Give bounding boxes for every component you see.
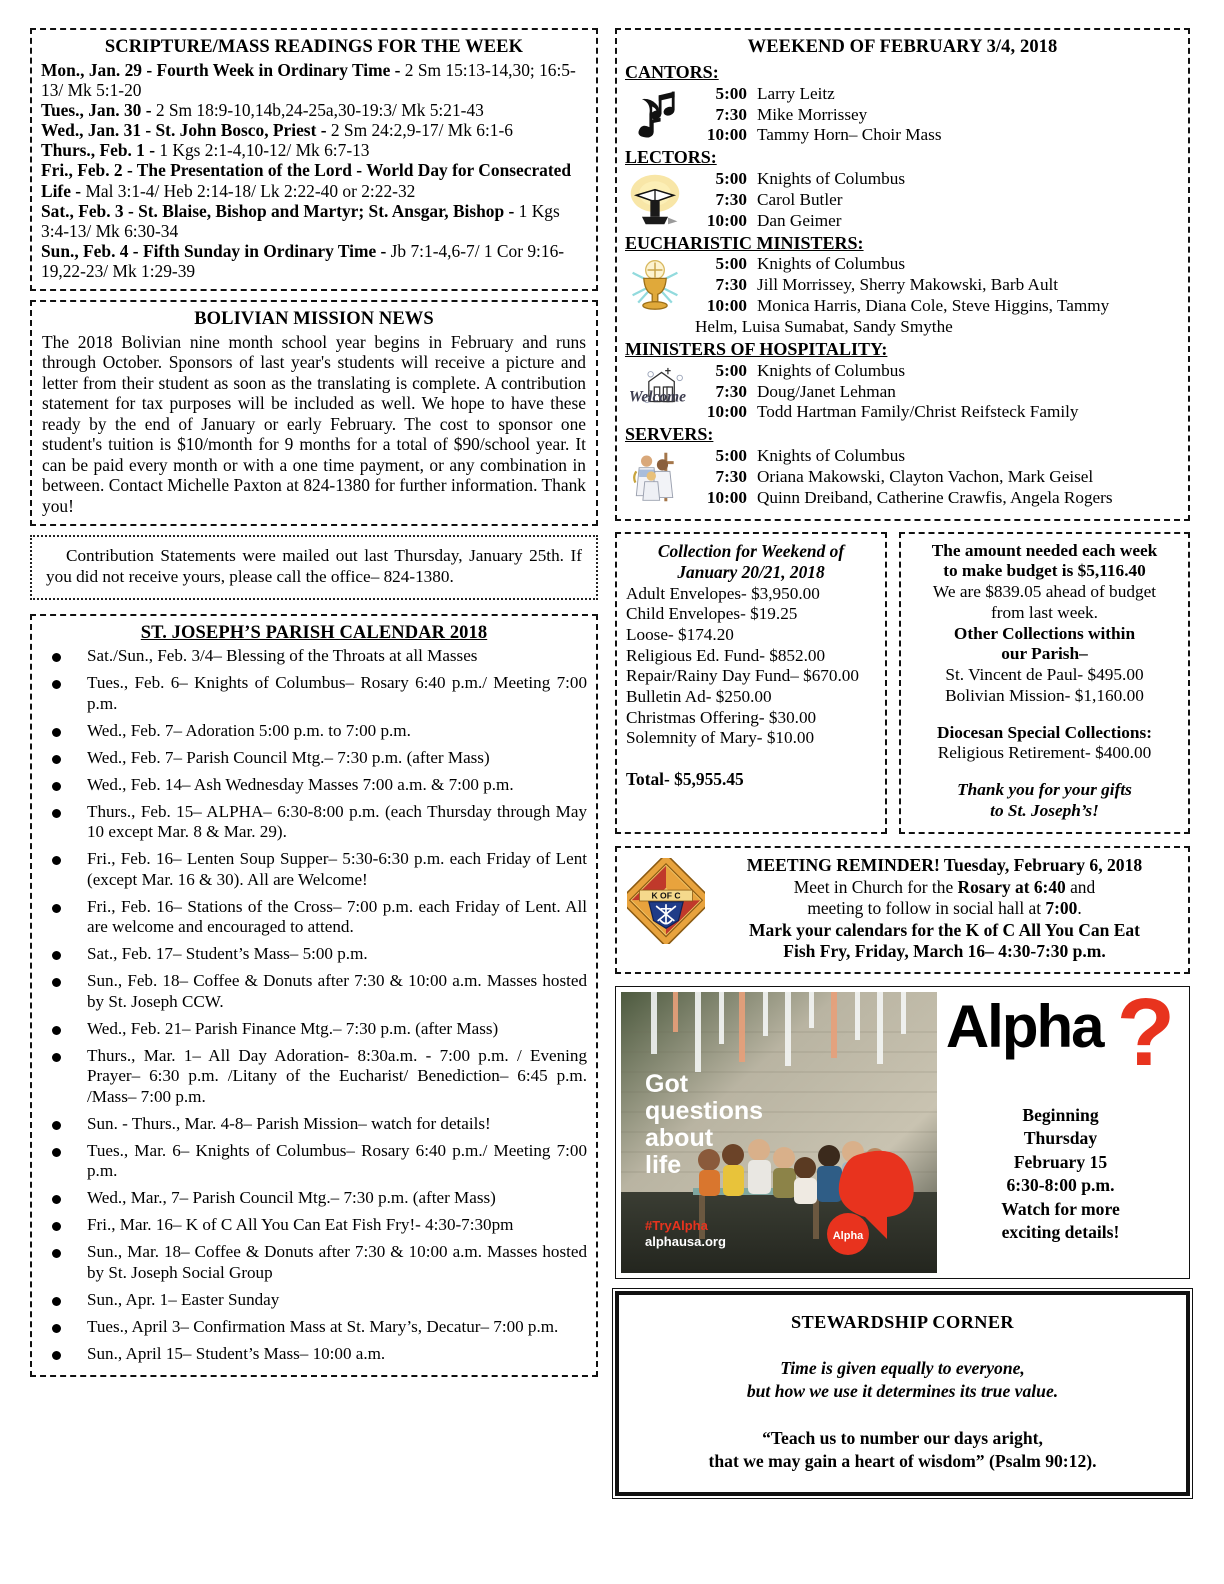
contribution-statements-box: [30, 535, 598, 600]
scripture-day: Mon., Jan. 29 - Fourth Week in Ordinary Time -: [41, 60, 405, 80]
right-column: [615, 28, 1190, 1496]
collection-item: Loose- $174.20: [626, 625, 734, 645]
minister-names: Monica Harris, Diana Cole, Steve Higgins, Tammy: [757, 296, 1110, 316]
mass-time: 10:00: [706, 402, 747, 422]
stewardship-psalm-line1: “Teach us to number our days aright,: [762, 1427, 1043, 1448]
minister-group: [625, 62, 1180, 146]
calendar-item-list: [41, 646, 587, 1364]
minister-row: [687, 84, 1180, 105]
collection-item: Child Envelopes- $19.25: [626, 604, 798, 624]
alpha-info-line: February 15: [1013, 1151, 1108, 1172]
mass-time: 10:00: [706, 210, 747, 230]
mass-time: 10:00: [706, 125, 747, 145]
calendar-item: Wed., Mar., 7– Parish Council Mtg.– 7:30 p.m. (after Mass): [41, 1188, 587, 1209]
calendar-item: Thurs., Feb. 15– ALPHA– 6:30-8:00 p.m. (each Thursday through May 10 except Mar. 8 & Mar. 29).: [41, 802, 587, 843]
music-notes-icon: [627, 86, 685, 144]
alpha-photo: [621, 992, 937, 1273]
contribution-notice-text: Contribution Statements were mailed out last Thursday, January 25th. If you did not receive yours, please call the office– 824-1380.: [46, 545, 582, 586]
thanks-line2: to St. Joseph’s!: [990, 800, 1099, 820]
scripture-line: [41, 120, 587, 140]
collection-item-list: [626, 584, 876, 749]
minister-names: Knights of Columbus: [757, 169, 906, 189]
alpha-question-mark-icon: ?: [1116, 979, 1176, 1087]
bolivian-body: The 2018 Bolivian nine month school year begins in February and runs through October. Sponsors of last year's students will receive a picture and letter from their student as soon as the translating is complete. A contribution statement for tax purposes will be included as well. We hope to have these ready by the end of January or early February. The cost to sponsor one student's tuition is $10/month for 9 months for a total of $90/school year. It can be paid every month or with a one time payment, or any combination in between. Contact Michelle Paxton at 824-1380 for further information. Thank you!: [42, 332, 586, 516]
scripture-title: SCRIPTURE/MASS READINGS FOR THE WEEK: [104, 37, 524, 57]
budget-spacer: [910, 707, 1179, 723]
lectern-icon: [627, 171, 685, 229]
minister-group-list: [625, 62, 1180, 509]
mass-time: 10:00: [706, 487, 747, 507]
minister-names: Doug/Janet Lehman: [757, 381, 896, 401]
scripture-day: Fri., Feb. 2 - The Presentation of the Lord - World Day for Consecrated Life -: [41, 160, 572, 201]
scripture-line: [41, 160, 587, 200]
mass-time: 5:00: [715, 360, 747, 380]
collection-item: Adult Envelopes- $3,950.00: [626, 583, 820, 603]
stewardship-title: STEWARDSHIP CORNER: [790, 1312, 1015, 1333]
mass-time: 5:00: [715, 446, 747, 466]
alpha-ad-box[interactable]: [615, 979, 1190, 1279]
weekend-ministers-box: [615, 28, 1190, 521]
other-collection-item: Bolivian Mission- $1,160.00: [945, 685, 1144, 705]
minister-row: [687, 296, 1180, 317]
minister-names-continued: Helm, Luisa Sumabat, Sandy Smythe: [695, 317, 953, 337]
minister-row: [687, 190, 1180, 211]
svg-text:Alpha: Alpha: [832, 1230, 864, 1243]
collection-total: Total- $5,955.45: [626, 768, 744, 789]
minister-row: [687, 125, 1180, 146]
mass-time: 7:30: [715, 466, 747, 486]
budget-box: [899, 532, 1190, 834]
mass-time: 7:30: [715, 189, 747, 209]
calendar-item: Fri., Mar. 16– K of C All You Can Eat Fish Fry!- 4:30-7:30pm: [41, 1215, 587, 1236]
minister-names: Dan Geimer: [757, 210, 842, 230]
minister-group: [625, 147, 1180, 231]
meeting-line3a: meeting to follow in social hall at: [807, 898, 1046, 919]
scripture-day: Tues., Jan. 30 -: [41, 100, 156, 121]
budget-ahead-line2: from last week.: [990, 602, 1098, 622]
calendar-item: Fri., Feb. 16– Lenten Soup Supper– 5:30-6:30 p.m. each Friday of Lent (except Mar. 16 & 30). All are Welcome!: [41, 849, 587, 890]
stewardship-psalm-line2: that we may gain a heart of wisdom” (Psalm 90:12).: [708, 1450, 1097, 1471]
left-column: [30, 28, 598, 1377]
minister-row: [687, 169, 1180, 190]
calendar-item: Sun. - Thurs., Mar. 4-8– Parish Mission– watch for details!: [41, 1114, 587, 1135]
minister-group-heading: EUCHARISTIC MINISTERS:: [625, 232, 864, 253]
mass-time: 7:30: [715, 104, 747, 124]
minister-row: [687, 402, 1180, 423]
minister-names: Knights of Columbus: [757, 254, 906, 274]
alpha-wordmark: Alpha: [945, 993, 1103, 1061]
scripture-day: Thurs., Feb. 1 -: [41, 140, 160, 161]
calendar-item: Sat./Sun., Feb. 3/4– Blessing of the Throats at all Masses: [41, 646, 587, 667]
mass-time: 5:00: [715, 83, 747, 103]
calendar-item: Wed., Feb. 7– Adoration 5:00 p.m. to 7:00 p.m.: [41, 721, 587, 742]
svg-text:alphausa.org: alphausa.org: [645, 1234, 726, 1250]
scripture-line: [41, 60, 587, 100]
diocesan-item-list: [910, 743, 1179, 764]
calendar-item: Tues., Feb. 6– Knights of Columbus– Rosary 6:40 p.m./ Meeting 7:00 p.m.: [41, 673, 587, 714]
budget-ahead-line1: We are $839.05 ahead of budget: [932, 582, 1157, 602]
calendar-item: Sun., Apr. 1– Easter Sunday: [41, 1290, 587, 1311]
budget-needed-line1: The amount needed each week: [931, 540, 1158, 560]
mass-time: 5:00: [715, 169, 747, 189]
meeting-line2c: and: [1065, 876, 1096, 897]
calendar-item: Fri., Feb. 16– Stations of the Cross– 7:00 p.m. each Friday of Lent. All are welcome and encouraged to attend.: [41, 897, 587, 938]
mass-time: 7:30: [715, 275, 747, 295]
alpha-info-line: Thursday: [1023, 1128, 1098, 1149]
minister-names: Oriana Makowski, Clayton Vachon, Mark Geisel: [757, 466, 1094, 486]
collection-box: [615, 532, 887, 834]
collections-row: [615, 532, 1190, 834]
svg-text:K OF C: K OF C: [651, 890, 681, 901]
parish-calendar-box: [30, 614, 598, 1377]
svg-text:life: life: [645, 1151, 682, 1180]
meeting-line3: [711, 898, 1178, 920]
minister-names: Carol Butler: [757, 189, 843, 209]
alpha-logo: [945, 979, 1176, 1090]
budget-spacer-2: [910, 764, 1179, 780]
mass-time: 10:00: [706, 296, 747, 316]
meeting-line3c: .: [1077, 898, 1082, 919]
calendar-item: Thurs., Mar. 1– All Day Adoration- 8:30a.m. - 7:00 p.m. / Evening Prayer– 6:30 p.m. /Litany of the Eucharist/ Benediction– 6:45 p.m. /Mass– 7:00 p.m.: [41, 1046, 587, 1108]
other-collection-item: St. Vincent de Paul- $495.00: [945, 665, 1144, 685]
collection-item: Solemnity of Mary- $10.00: [626, 728, 815, 748]
stewardship-quote-line1: Time is given equally to everyone,: [780, 1358, 1025, 1379]
calendar-title: ST. JOSEPH’S PARISH CALENDAR 2018: [140, 623, 488, 644]
minister-names: Quinn Dreiband, Catherine Crawfis, Angela Rogers: [757, 487, 1113, 507]
other-collections-line2: our Parish–: [1001, 644, 1088, 664]
calendar-item: Sun., Mar. 18– Coffee & Donuts after 7:30 & 10:00 a.m. Masses hosted by St. Joseph Social Group: [41, 1242, 587, 1283]
scripture-line: [41, 241, 587, 281]
mass-time: 7:30: [715, 381, 747, 401]
scripture-refs: 1 Kgs 2:1-4,10-12/ Mk 6:7-13: [159, 140, 370, 161]
minister-row: [687, 446, 1180, 467]
alpha-info-line: Beginning: [1022, 1105, 1099, 1126]
minister-group-heading: CANTORS:: [625, 62, 719, 82]
scripture-line: [41, 140, 587, 160]
minister-group-heading: MINISTERS OF HOSPITALITY:: [625, 338, 888, 359]
minister-names: Tammy Horn– Choir Mass: [757, 125, 942, 145]
scripture-refs: 2 Sm 18:9-10,14b,24-25a,30-19:3/ Mk 5:21-43: [155, 100, 484, 121]
minister-row: [687, 467, 1180, 488]
minister-rows: [625, 254, 1180, 317]
minister-row: [687, 488, 1180, 509]
altar-servers-icon: [627, 448, 685, 506]
calendar-item: Sun., April 15– Student’s Mass– 10:00 a.m.: [41, 1344, 587, 1365]
alpha-info-lines: [1001, 1104, 1120, 1244]
alpha-info-line: Watch for more: [1001, 1198, 1120, 1219]
alpha-info-line: 6:30-8:00 p.m.: [1006, 1175, 1115, 1196]
alpha-details: [937, 979, 1184, 1273]
svg-text:questions: questions: [645, 1097, 764, 1126]
scripture-refs: 1 Kgs 3:4-13/ Mk 6:30-34: [41, 200, 560, 241]
minister-names: Larry Leitz: [757, 83, 835, 103]
collection-item: Bulletin Ad- $250.00: [626, 686, 772, 706]
scripture-refs: Jb 7:1-4,6-7/ 1 Cor 9:16-19,22-23/ Mk 1:29-39: [41, 240, 565, 281]
stewardship-quote-line2: but how we use it determines its true value.: [746, 1380, 1059, 1401]
minister-group: [625, 339, 1180, 423]
meeting-start-time: 7:00: [1045, 898, 1078, 919]
calendar-item: Wed., Feb. 7– Parish Council Mtg.– 7:30 p.m. (after Mass): [41, 748, 587, 769]
calendar-item: Tues., Mar. 6– Knights of Columbus– Rosary 6:40 p.m./ Meeting 7:00 p.m.: [41, 1141, 587, 1182]
alpha-info-line: exciting details!: [1001, 1221, 1120, 1242]
meeting-line5: Fish Fry, Friday, March 16– 4:30-7:30 p.m.: [783, 941, 1106, 962]
minister-group-heading: SERVERS:: [625, 424, 714, 445]
meeting-line2a: Meet in Church for the: [793, 876, 958, 897]
scripture-refs: Mal 3:1-4/ Heb 2:14-18/ Lk 2:22-40 or 2:22-32: [85, 180, 416, 201]
weekend-title: WEEKEND OF FEBRUARY 3/4, 2018: [747, 37, 1058, 57]
meeting-line4: Mark your calendars for the K of C All You Can Eat: [749, 919, 1140, 940]
minister-row: [687, 254, 1180, 275]
scripture-line: [41, 100, 587, 120]
diocesan-collection-item: Religious Retirement- $400.00: [937, 743, 1152, 763]
minister-rows: [625, 446, 1180, 509]
bolivian-title: BOLIVIAN MISSION NEWS: [194, 309, 434, 330]
meeting-line2: [711, 877, 1178, 899]
collection-title-line2: January 20/21, 2018: [677, 562, 825, 583]
budget-needed-line2: to make budget is $5,116.40: [943, 561, 1146, 581]
calendar-item: Tues., April 3– Confirmation Mass at St. Mary’s, Decatur– 7:00 p.m.: [41, 1317, 587, 1338]
scripture-refs: 2 Sm 24:2,9-17/ Mk 6:1-6: [330, 120, 513, 141]
svg-text:Welcome: Welcome: [628, 388, 686, 406]
collection-item: Repair/Rainy Day Fund– $670.00: [626, 666, 859, 686]
minister-names: Knights of Columbus: [757, 446, 906, 466]
other-collection-list: [910, 665, 1179, 707]
minister-row: [687, 275, 1180, 296]
scripture-day: Sun., Feb. 4 - Fifth Sunday in Ordinary Time -: [41, 240, 391, 261]
meeting-line1: MEETING REMINDER! Tuesday, February 6, 2018: [746, 854, 1143, 875]
collection-item: Christmas Offering- $30.00: [626, 707, 817, 727]
minister-row: [687, 382, 1180, 403]
scripture-day: Wed., Jan. 31 - St. John Bosco, Priest -: [41, 120, 331, 141]
scripture-line: [41, 201, 587, 241]
svg-text:about: about: [645, 1124, 714, 1153]
collection-title-line1: Collection for Weekend of: [657, 540, 845, 561]
calendar-item: Wed., Feb. 21– Parish Finance Mtg.– 7:30 p.m. (after Mass): [41, 1019, 587, 1040]
svg-text:Got: Got: [645, 1070, 689, 1099]
knights-of-columbus-emblem-icon: [627, 858, 705, 944]
minister-rows: [625, 169, 1180, 232]
minister-group-heading: LECTORS:: [625, 147, 717, 168]
chalice-icon: [627, 256, 685, 314]
minister-rows: [625, 361, 1180, 424]
other-collections-line1: Other Collections within: [953, 623, 1136, 643]
scripture-day: Sat., Feb. 3 - St. Blaise, Bishop and Martyr; St. Ansgar, Bishop -: [41, 200, 519, 221]
minister-names: Todd Hartman Family/Christ Reifsteck Family: [757, 402, 1079, 422]
minister-row: [687, 211, 1180, 232]
minister-names: Knights of Columbus: [757, 360, 906, 380]
minister-row: [687, 361, 1180, 382]
svg-text:#TryAlpha: #TryAlpha: [645, 1218, 708, 1234]
thanks-line1: Thank you for your gifts: [957, 780, 1132, 800]
mass-time: 5:00: [715, 254, 747, 274]
meeting-rosary-time: Rosary at 6:40: [957, 876, 1066, 897]
meeting-reminder-box: [615, 846, 1190, 974]
calendar-item: Wed., Feb. 14– Ash Wednesday Masses 7:00 a.m. & 7:00 p.m.: [41, 775, 587, 796]
scripture-readings-box: [30, 28, 598, 291]
minister-names: Jill Morrissey, Sherry Makowski, Barb Ault: [757, 275, 1059, 295]
welcome-church-icon: [627, 363, 685, 421]
scripture-line-list: [41, 60, 587, 281]
bolivian-mission-box: [30, 300, 598, 526]
minister-group: [625, 424, 1180, 508]
collection-item: Religious Ed. Fund- $852.00: [626, 645, 826, 665]
minister-group: [625, 233, 1180, 338]
minister-row: [687, 105, 1180, 126]
stewardship-corner-box: [615, 1291, 1190, 1496]
meeting-text: [711, 855, 1178, 963]
minister-names: Mike Morrissey: [757, 104, 868, 124]
scripture-refs: 2 Sm 15:13-14,30; 16:5-13/ Mk 5:1-20: [41, 60, 576, 101]
minister-rows: [625, 84, 1180, 147]
diocesan-heading: Diocesan Special Collections:: [936, 722, 1153, 742]
calendar-item: Sun., Feb. 18– Coffee & Donuts after 7:30 & 10:00 a.m. Masses hosted by St. Joseph CCW.: [41, 971, 587, 1012]
calendar-item: Sat., Feb. 17– Student’s Mass– 5:00 p.m.: [41, 944, 587, 965]
